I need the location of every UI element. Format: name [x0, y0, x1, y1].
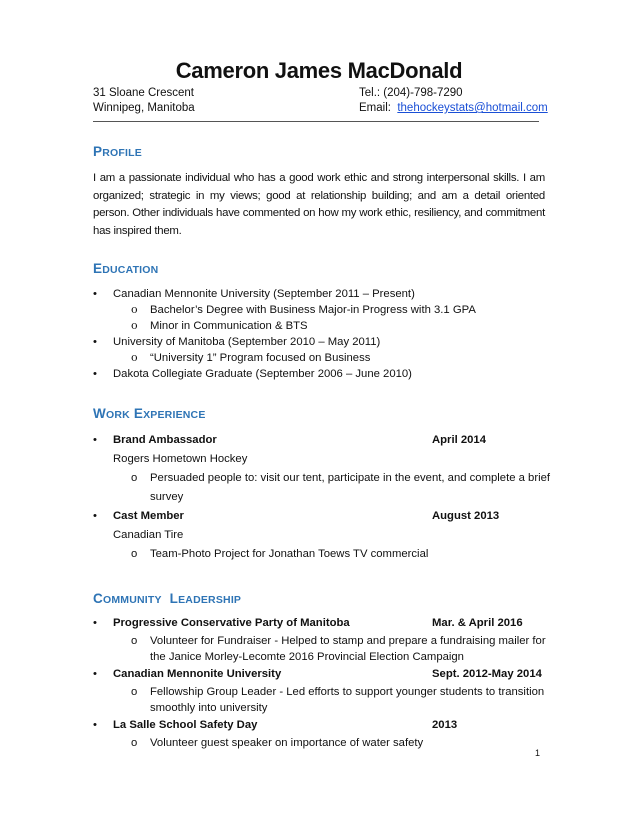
list-item: o Bachelor’s Degree with Business Major-in Progress with 3.1 GPA: [131, 303, 476, 316]
candidate-name: Cameron James MacDonald: [175, 58, 463, 83]
job-date: August 2013: [432, 510, 500, 522]
list-item: o “University 1” Program focused on Business: [131, 351, 371, 364]
list-item: o Volunteer guest speaker on importance of water safety: [131, 737, 424, 749]
bullet-icon: •: [93, 368, 97, 380]
sub-bullet-icon: o: [131, 635, 138, 647]
list-item: • University of Manitoba (September 2010 – May 2011): [93, 336, 381, 348]
list-item: • Dakota Collegiate Graduate (September 2006 – June 2010): [93, 368, 412, 380]
activity-date: Mar. & April 2016: [432, 617, 523, 629]
profile-text: I am a passionate individual who has a good work ethic and strong interpersonal skills. I am organized; strategic in my views; good at relationship building; and am a detail oriented person. Other individuals have commented on how my work ethic, resiliency, and commitment has inspired them.: [93, 172, 545, 237]
bullet-icon: •: [93, 434, 97, 446]
activity-date: 2013: [432, 719, 458, 731]
contact-block: [359, 86, 548, 116]
education-heading: EDUCATION: [93, 261, 159, 276]
page-number: 1: [535, 748, 541, 758]
work-experience-heading: WORK EXPERIENCE: [93, 406, 206, 421]
telephone: Tel.: (204)-798-7290: [359, 87, 463, 99]
list-item: • Canadian Mennonite University (September 2011 – Present): [93, 288, 415, 300]
list-item: Rogers Hometown Hockey: [113, 453, 248, 465]
list-item: survey: [150, 491, 184, 503]
address-block: [93, 86, 195, 116]
sub-bullet-icon: o: [131, 548, 138, 560]
email-link[interactable]: thehockeystats@hotmail.com: [397, 102, 548, 114]
sub-bullet-icon: o: [131, 737, 138, 749]
profile-heading: PROFILE: [93, 144, 142, 159]
header-divider: [93, 121, 539, 122]
activity-date: Sept. 2012-May 2014: [432, 668, 542, 680]
bullet-icon: •: [93, 719, 97, 731]
job-date: April 2014: [432, 434, 487, 446]
community-leadership-list: [93, 614, 553, 751]
community-leadership-heading: COMMUNITY LEADERSHIP: [93, 591, 242, 606]
education-list: [93, 286, 553, 382]
list-item: • Canadian Mennonite University Sept. 2012-May 2014: [93, 665, 553, 684]
bullet-icon: •: [93, 510, 97, 522]
list-item: o Minor in Communication & BTS: [131, 319, 308, 332]
list-item: the Janice Morley-Lecomte 2016 Provincial Election Campaign: [150, 651, 464, 663]
sub-bullet-icon: o: [131, 319, 138, 332]
bullet-icon: •: [93, 617, 97, 629]
sub-bullet-icon: o: [131, 303, 138, 316]
list-item: o Team-Photo Project for Jonathan Toews TV commercial: [93, 545, 553, 564]
sub-bullet-icon: o: [131, 686, 138, 698]
list-item: • Brand Ambassador April 2014: [93, 431, 553, 450]
work-experience-list: [93, 431, 553, 564]
bullet-icon: •: [93, 336, 97, 348]
email-row: [359, 101, 548, 116]
list-item: o Fellowship Group Leader - Led efforts to support younger students to transition: [131, 686, 545, 698]
email-label: Email:: [359, 102, 391, 114]
list-item: • Progressive Conservative Party of Manitoba Mar. & April 2016: [93, 614, 553, 633]
list-item: o Volunteer for Fundraiser - Helped to stamp and prepare a fundraising mailer for: [131, 635, 546, 647]
list-item: • La Salle School Safety Day 2013: [93, 716, 553, 735]
sub-bullet-icon: o: [131, 351, 138, 364]
address-line-2: Winnipeg, Manitoba: [93, 102, 195, 114]
bullet-icon: •: [93, 288, 97, 300]
list-item: • Cast Member August 2013: [93, 507, 553, 526]
address-line-1: 31 Sloane Crescent: [93, 87, 195, 99]
sub-bullet-icon: o: [131, 472, 138, 484]
list-item: smoothly into university: [150, 702, 268, 714]
list-item: Canadian Tire: [113, 529, 184, 541]
list-item: o Persuaded people to: visit our tent, participate in the event, and complete a brief: [93, 469, 553, 488]
bullet-icon: •: [93, 668, 97, 680]
